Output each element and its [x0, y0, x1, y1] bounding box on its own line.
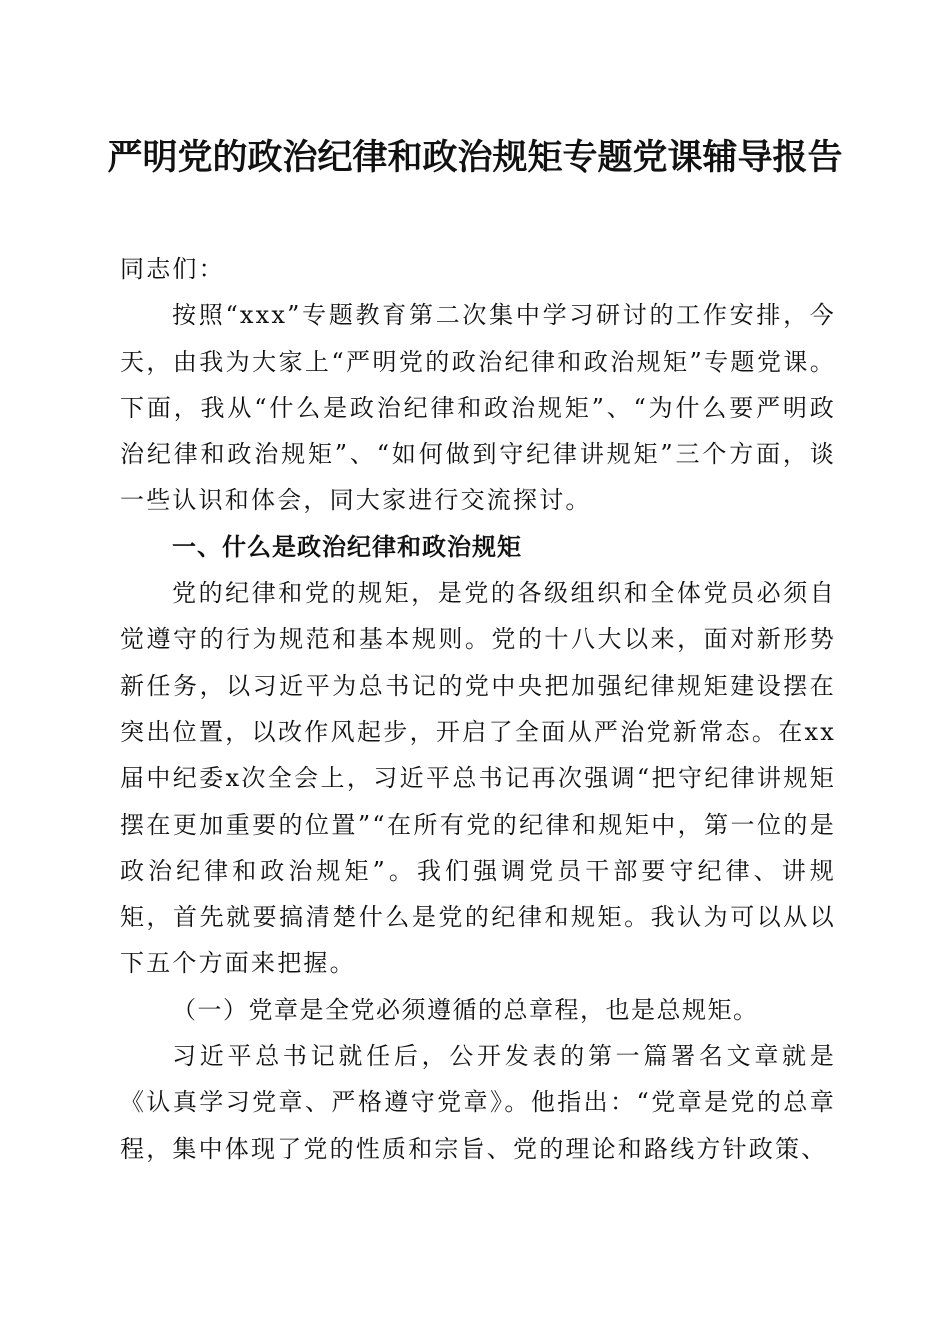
- intro-paragraph: 按照“xxx”专题教育第二次集中学习研讨的工作安排，今天，由我为大家上“严明党的政治纪律和政治规矩”专题党课。下面，我从“什么是政治纪律和政治规矩”、“为什么要严明政治纪律和政治规矩”、“如何做到守纪律讲规矩”三个方面，谈一些认识和体会，同大家进行交流探讨。: [120, 301, 836, 515]
- section-1-paragraph: 党的纪律和党的规矩，是党的各级组织和全体党员必须自觉遵守的行为规范和基本规则。党的十八大以来，面对新形势新任务，以习近平为总书记的党中央把加强纪律规矩建设摆在突出位置，以改作风起步，开启了全面从严治党新常态。在xx届中纪委x次全会上，习近平总书记再次强调“把守纪律讲规矩摆在更加重要的位置”“在所有党的纪律和规矩中，第一位的是政治纪律和政治规矩”。我们强调党员干部要守纪律、讲规矩，首先就要搞清楚什么是党的纪律和规矩。我认为可以从以下五个方面来把握。: [120, 579, 836, 978]
- document-body: [120, 246, 836, 1172]
- document-title: 严明党的政治纪律和政治规矩专题党课辅导报告: [107, 137, 843, 178]
- section-heading-1: 一、什么是政治纪律和政治规矩: [172, 532, 522, 561]
- subsection-heading-1: （一）党章是全党必须遵循的总章程，也是总规矩。: [172, 995, 759, 1024]
- subsection-1-paragraph: 习近平总书记就任后，公开发表的第一篇署名文章就是《认真学习党章、严格遵守党章》。他指出：“党章是党的总章程，集中体现了党的性质和宗旨、党的理论和路线方针政策、: [120, 1042, 836, 1163]
- salutation: 同志们：: [120, 255, 225, 283]
